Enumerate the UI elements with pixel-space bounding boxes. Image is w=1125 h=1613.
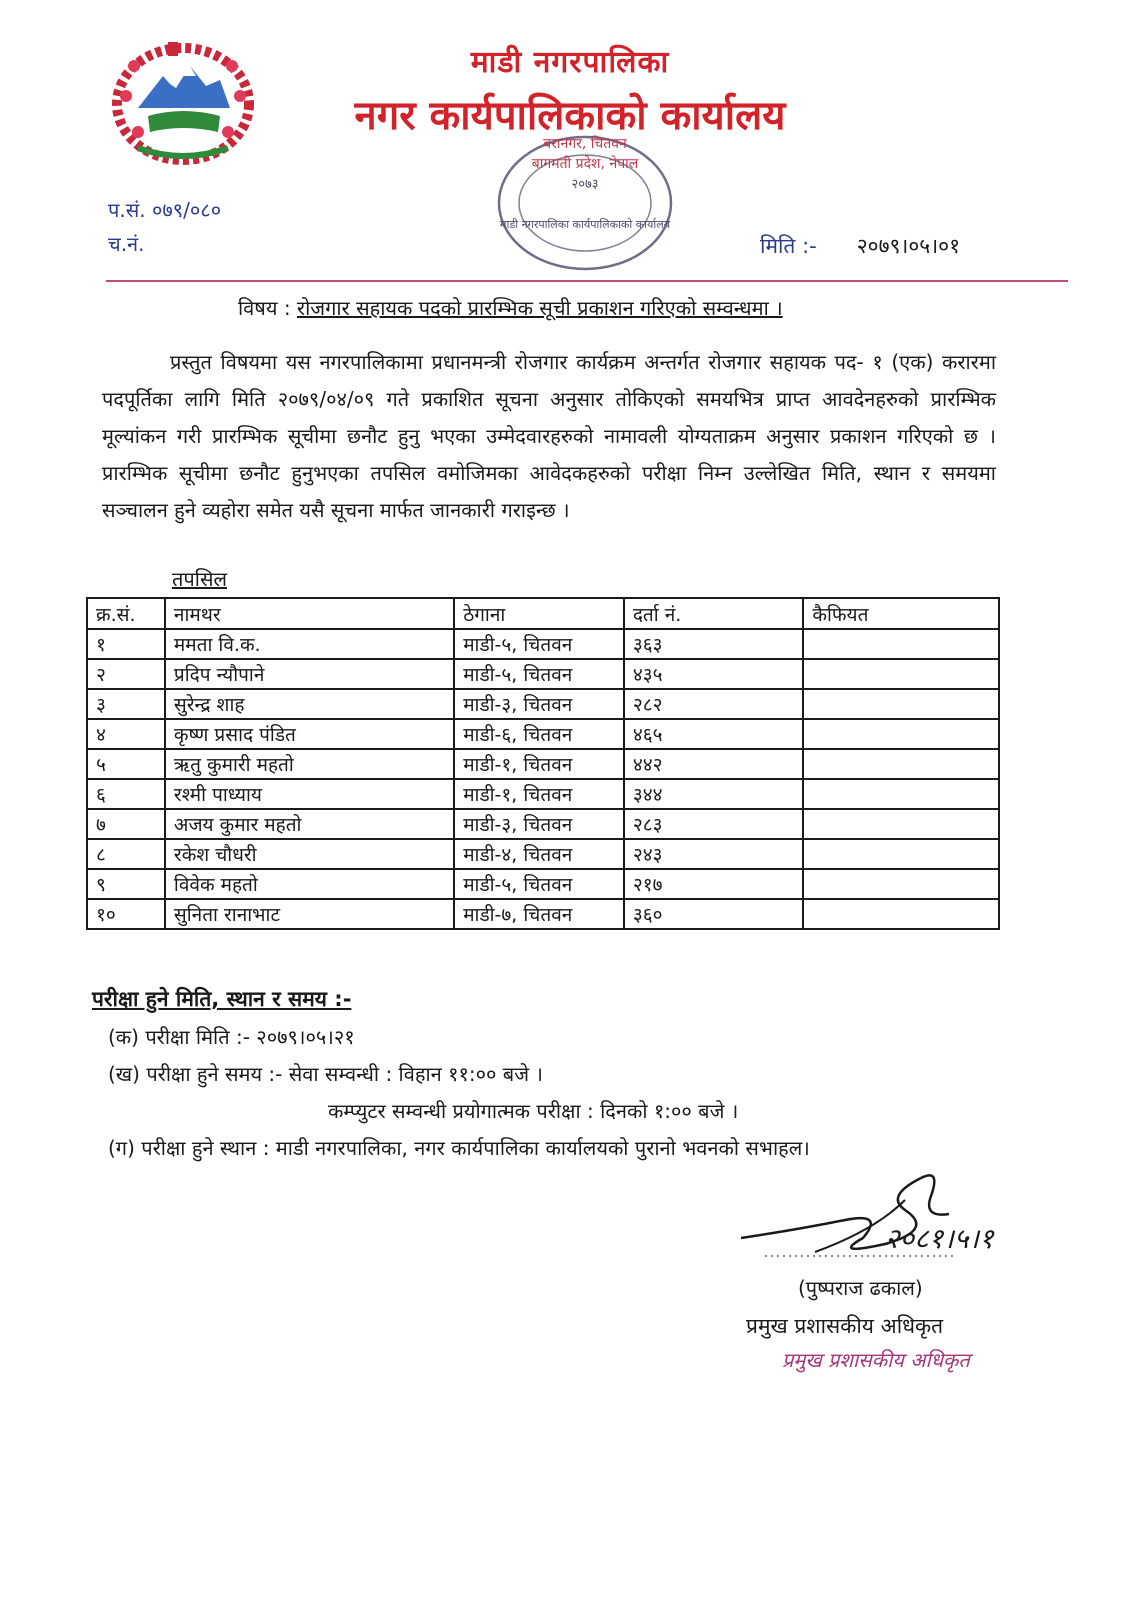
cell-serial: ८ bbox=[87, 839, 165, 869]
header-divider bbox=[106, 280, 1068, 282]
cell-reg-no: ४३५ bbox=[624, 659, 804, 689]
letter-date bbox=[760, 232, 960, 260]
cell-name: रकेश चौधरी bbox=[165, 839, 454, 869]
exam-heading: परीक्षा हुने मिति, स्थान र समय :- bbox=[92, 987, 352, 1011]
cell-name: ऋतु कुमारी महतो bbox=[165, 749, 454, 779]
table-header-row bbox=[87, 598, 999, 629]
table-row bbox=[87, 629, 999, 659]
cell-name: प्रदिप न्यौपाने bbox=[165, 659, 454, 689]
table-row bbox=[87, 749, 999, 779]
cell-remarks bbox=[803, 839, 999, 869]
exam-computer-time-line: कम्प्युटर सम्वन्धी प्रयोगात्मक परीक्षा : दिनको १:०० बजे । bbox=[328, 1099, 739, 1123]
cell-remarks bbox=[803, 779, 999, 809]
subject-text: रोजगार सहायक पदको प्रारम्भिक सूची प्रकाशन गरिएको सम्वन्धमा । bbox=[296, 296, 783, 320]
cell-serial: १० bbox=[87, 899, 165, 929]
cell-name: सुरेन्द्र शाह bbox=[165, 689, 454, 719]
cell-remarks bbox=[803, 719, 999, 749]
cell-address: माडी-१, चितवन bbox=[454, 749, 624, 779]
nepal-emblem-logo bbox=[108, 36, 258, 166]
cell-serial: ७ bbox=[87, 809, 165, 839]
cell-reg-no: २८३ bbox=[624, 809, 804, 839]
col-header-name: नामथर bbox=[165, 598, 454, 629]
cell-serial: ५ bbox=[87, 749, 165, 779]
body-paragraph: प्रस्तुत विषयमा यस नगरपालिकामा प्रधानमन्त्री रोजगार कार्यक्रम अन्तर्गत रोजगार सहायक पद- १ (एक) करारमा पदपूर्तिका लागि मिति २०७९/०४/०९ गते प्रकाशित सूचना अनुसार तोकिएको समयभित्र प्राप्त आवदेनहरुको प्रारम्भिक मूल्यांकन गरी प्रारम्भिक सूचीमा छनौट हुनु भएका उम्मेदवारहरुको नामावली योग्यताक्रम अनुसार प्रकाशन गरिएको छ । प्रारम्भिक सूचीमा छनौट हुनुभएका तपसिल वमोजिमका आवेदकहरुको परीक्षा निम्न उल्लेखित मिति, स्थान र समयमा सञ्चालन हुने व्यहोरा समेत यसै सूचना मार्फत जानकारी गराइन्छ । bbox=[102, 350, 996, 522]
cell-reg-no: २८२ bbox=[624, 689, 804, 719]
cell-serial: ४ bbox=[87, 719, 165, 749]
table-row bbox=[87, 809, 999, 839]
cell-address: माडी-५, चितवन bbox=[454, 629, 624, 659]
cell-serial: १ bbox=[87, 629, 165, 659]
handwritten-signature bbox=[735, 1160, 1025, 1270]
col-header-serial: क्र.सं. bbox=[87, 598, 165, 629]
table-row bbox=[87, 899, 999, 929]
cell-address: माडी-४, चितवन bbox=[454, 839, 624, 869]
cell-remarks bbox=[803, 629, 999, 659]
signatory-name: (पुष्पराज ढकाल) bbox=[798, 1276, 923, 1300]
cell-address: माडी-६, चितवन bbox=[454, 719, 624, 749]
cell-remarks bbox=[803, 689, 999, 719]
signatory-title: प्रमुख प्रशासकीय अधिकृत bbox=[746, 1314, 944, 1338]
cell-reg-no: ४४२ bbox=[624, 749, 804, 779]
cell-reg-no: ४६५ bbox=[624, 719, 804, 749]
table-row bbox=[87, 869, 999, 899]
subject-line bbox=[238, 294, 783, 321]
exam-time-line: (ख) परीक्षा हुने समय :- सेवा सम्वन्धी : विहान ११:०० बजे । bbox=[108, 1062, 543, 1086]
col-header-remarks: कैफियत bbox=[803, 598, 999, 629]
col-header-address: ठेगाना bbox=[454, 598, 624, 629]
col-header-reg-no: दर्ता नं. bbox=[624, 598, 804, 629]
cell-address: माडी-३, चितवन bbox=[454, 809, 624, 839]
cell-remarks bbox=[803, 869, 999, 899]
cell-address: माडी-५, चितवन bbox=[454, 659, 624, 689]
cell-name: रश्मी पाध्याय bbox=[165, 779, 454, 809]
cell-reg-no: २४३ bbox=[624, 839, 804, 869]
signature-date: २०८१।५।१ bbox=[885, 1222, 994, 1255]
designation-stamp: प्रमुख प्रशासकीय अधिकृत bbox=[782, 1348, 970, 1372]
exam-date-line: (क) परीक्षा मिति :- २०७९।०५।२१ bbox=[108, 1025, 355, 1049]
cell-reg-no: ३६३ bbox=[624, 629, 804, 659]
subject-label: विषय : bbox=[238, 296, 291, 320]
stamp-ring-text: माडी नगरपालिका कार्यपालिकाको कार्यालय bbox=[499, 218, 671, 231]
office-name: नगर कार्यपालिकाको कार्यालय bbox=[354, 93, 786, 139]
cell-serial: ६ bbox=[87, 779, 165, 809]
cell-reg-no: २१७ bbox=[624, 869, 804, 899]
municipality-name: माडी नगरपालिका bbox=[470, 45, 670, 80]
cell-serial: २ bbox=[87, 659, 165, 689]
cell-address: माडी-३, चितवन bbox=[454, 689, 624, 719]
cell-reg-no: ३६० bbox=[624, 899, 804, 929]
table-row bbox=[87, 719, 999, 749]
table-row bbox=[87, 779, 999, 809]
cell-serial: ३ bbox=[87, 689, 165, 719]
chalani-number: च.नं. bbox=[108, 232, 145, 256]
cell-address: माडी-१, चितवन bbox=[454, 779, 624, 809]
cell-name: ममता वि.क. bbox=[165, 629, 454, 659]
cell-reg-no: ३४४ bbox=[624, 779, 804, 809]
cell-name: कृष्ण प्रसाद पंडित bbox=[165, 719, 454, 749]
stamp-line-3: २०७३ bbox=[571, 177, 599, 192]
exam-venue-line: (ग) परीक्षा हुने स्थान : माडी नगरपालिका, नगर कार्यपालिका कार्यालयको पुरानो भवनको सभाहल। bbox=[108, 1136, 810, 1160]
cell-remarks bbox=[803, 749, 999, 779]
cell-name: सुनिता रानाभाट bbox=[165, 899, 454, 929]
reference-number: प.सं. ०७९/०८० bbox=[108, 198, 222, 222]
candidate-table bbox=[86, 597, 1000, 930]
cell-remarks bbox=[803, 809, 999, 839]
table-row bbox=[87, 689, 999, 719]
tapsil-heading: तपसिल bbox=[172, 567, 228, 591]
office-round-stamp bbox=[492, 128, 678, 278]
date-label: मिति :- bbox=[760, 234, 817, 258]
date-value: २०७९।०५।०१ bbox=[856, 234, 961, 258]
table-body bbox=[87, 629, 999, 929]
table-row bbox=[87, 659, 999, 689]
cell-name: विवेक महतो bbox=[165, 869, 454, 899]
cell-name: अजय कुमार महतो bbox=[165, 809, 454, 839]
cell-address: माडी-७, चितवन bbox=[454, 899, 624, 929]
cell-serial: ९ bbox=[87, 869, 165, 899]
stamp-line-1: बरानगर, चितवन bbox=[543, 136, 627, 152]
stamp-line-2: बागमती प्रदेश, नेपाल bbox=[531, 156, 639, 172]
table-row bbox=[87, 839, 999, 869]
cell-address: माडी-५, चितवन bbox=[454, 869, 624, 899]
cell-remarks bbox=[803, 899, 999, 929]
cell-remarks bbox=[803, 659, 999, 689]
